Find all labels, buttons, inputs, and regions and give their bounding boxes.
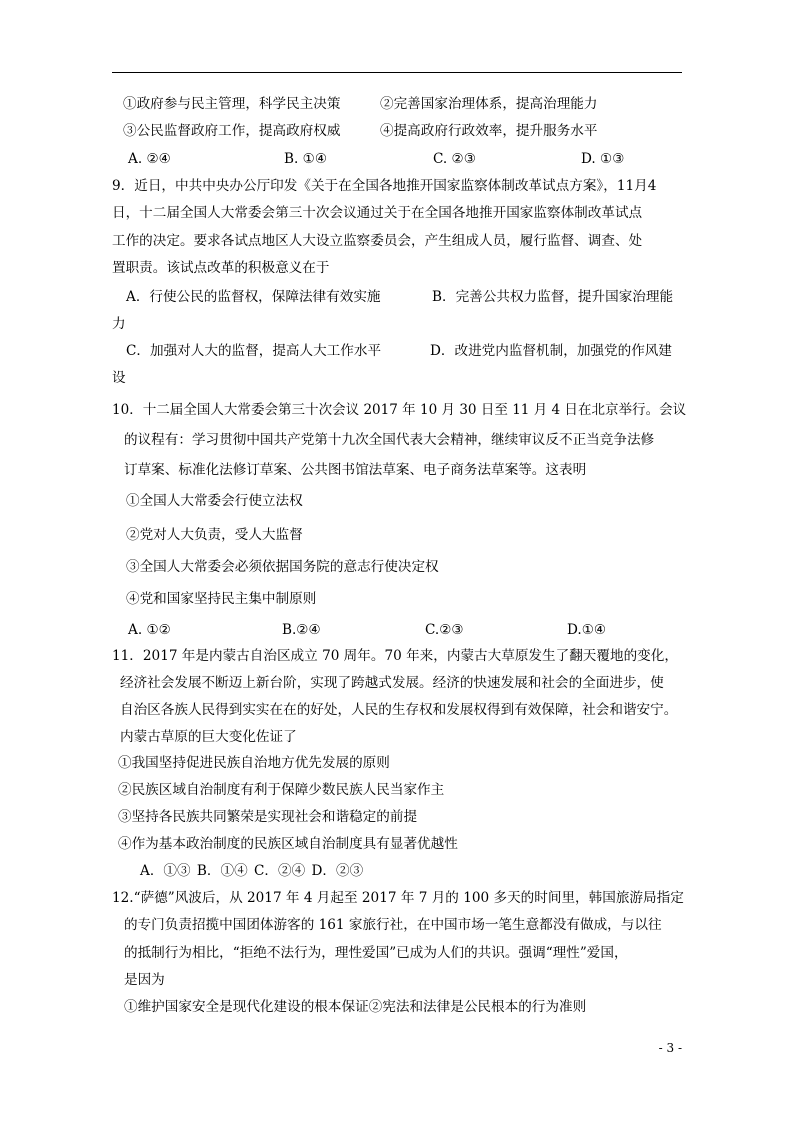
q11-stem-line-4: 内蒙古草原的巨大变化佐证了 (120, 729, 297, 745)
q10-option-b: B.②④ (282, 622, 321, 638)
q10-statement-2: ②党对人大负责，受人大监督 (126, 527, 303, 543)
q10-option-a: A. ①② (128, 622, 171, 638)
q9-option-d: D．改进党内监督机制，加强党的作风建 (430, 343, 672, 359)
q10-stem-line-2: 的议程有：学习贯彻中国共产党第十九次全国代表大会精神，继续审议反不正当竞争法修 (124, 432, 655, 448)
q8-statement-2: ②完善国家治理体系，提高治理能力 (380, 96, 598, 112)
q10-stem-line-3: 订草案、标准化法修订草案、公共图书馆法草案、电子商务法草案等。这表明 (124, 462, 587, 478)
q11-stem-line-3: 自治区各族人民得到实实在在的好处，人民的生存权和发展权得到有效保障，社会和谐安宁。 (120, 702, 678, 718)
q11-statement-4: ④作为基本政治制度的民族区域自治制度具有显著优越性 (118, 836, 458, 852)
q9-option-b-wrap: 力 (112, 316, 126, 332)
q9-stem-line-3: 工作的决定。要求各试点地区人大设立监察委员会，产生组成人员，履行监督、调查、处 (112, 233, 643, 249)
q8-statement-3: ③公民监督政府工作，提高政府权威 (123, 123, 341, 139)
q10-option-d: D.①④ (567, 622, 607, 638)
q8-option-c: C. ②③ (433, 151, 476, 167)
q11-statement-1: ①我国坚持促进民族自治地方优先发展的原则 (118, 755, 390, 771)
q11-statement-3: ③坚持各民族共同繁荣是实现社会和谐稳定的前提 (118, 809, 418, 825)
q12-stem-line-1: 12.“萨德”风波后，从 2017 年 4 月起至 2017 年 7 月的 100 多天的时间里，韩国旅游局指定 (112, 890, 684, 906)
q8-option-a: A. ②④ (128, 151, 171, 167)
q9-option-d-wrap: 设 (112, 370, 126, 386)
q11-options: A．①③ B．①④ C．②④ D．②③ (140, 863, 364, 879)
q9-stem-line-1: 9．近日，中共中央办公厅印发《关于在全国各地推开国家监察体制改革试点方案》，11月4 (112, 178, 657, 194)
q10-statement-3: ③全国人大常委会必须依据国务院的意志行使决定权 (126, 559, 439, 575)
q9-option-c: C．加强对人大的监督，提高人大工作水平 (126, 343, 382, 359)
q12-statements-1-2: ①维护国家安全是现代化建设的根本保证②宪法和法律是公民根本的行为准则 (124, 999, 587, 1015)
q10-statement-1: ①全国人大常委会行使立法权 (126, 493, 303, 509)
q8-statement-1: ①政府参与民主管理，科学民主决策 (123, 96, 341, 112)
q8-option-d: D. ①③ (581, 151, 625, 167)
q11-statement-2: ②民族区域自治制度有利于保障少数民族人民当家作主 (118, 782, 445, 798)
q10-statement-4: ④党和国家坚持民主集中制原则 (126, 591, 317, 607)
q12-stem-line-4: 是因为 (124, 972, 165, 988)
q12-stem-line-3: 的抵制行为相比，“拒绝不法行为，理性爱国”已成为人们的共识。强调“理性”爱国， (124, 945, 628, 961)
page-number: - 3 - (658, 1041, 682, 1055)
q9-stem-line-4: 置职责。该试点改革的积极意义在于 (112, 260, 330, 276)
q9-option-a: A．行使公民的监督权，保障法律有效实施 (126, 289, 381, 305)
q10-option-c: C.②③ (425, 622, 464, 638)
q10-stem-line-1: 10．十二届全国人大常委会第三十次会议 2017 年 10 月 30 日至 11 月 4 日在北京举行。会议 (112, 402, 687, 418)
q8-statement-4: ④提高政府行政效率，提升服务水平 (380, 123, 598, 139)
q12-stem-line-2: 的专门负责招揽中国团体游客的 161 家旅行社，在中国市场一笔生意都没有做成，与以往 (124, 917, 662, 933)
q9-stem-line-2: 日，十二届全国人大常委会第三十次会议通过关于在全国各地推开国家监察体制改革试点 (112, 205, 643, 221)
q11-stem-line-1: 11．2017 年是内蒙古自治区成立 70 周年。70 年来，内蒙古大草原发生了翻天覆地的变化， (112, 648, 678, 664)
header-rule (112, 72, 682, 73)
q9-option-b: B．完善公共权力监督，提升国家治理能 (432, 289, 674, 305)
q11-stem-line-2: 经济社会发展不断迈上新台阶，实现了跨越式发展。经济的快速发展和社会的全面进步，使 (120, 675, 664, 691)
q8-option-b: B. ①④ (284, 151, 328, 167)
